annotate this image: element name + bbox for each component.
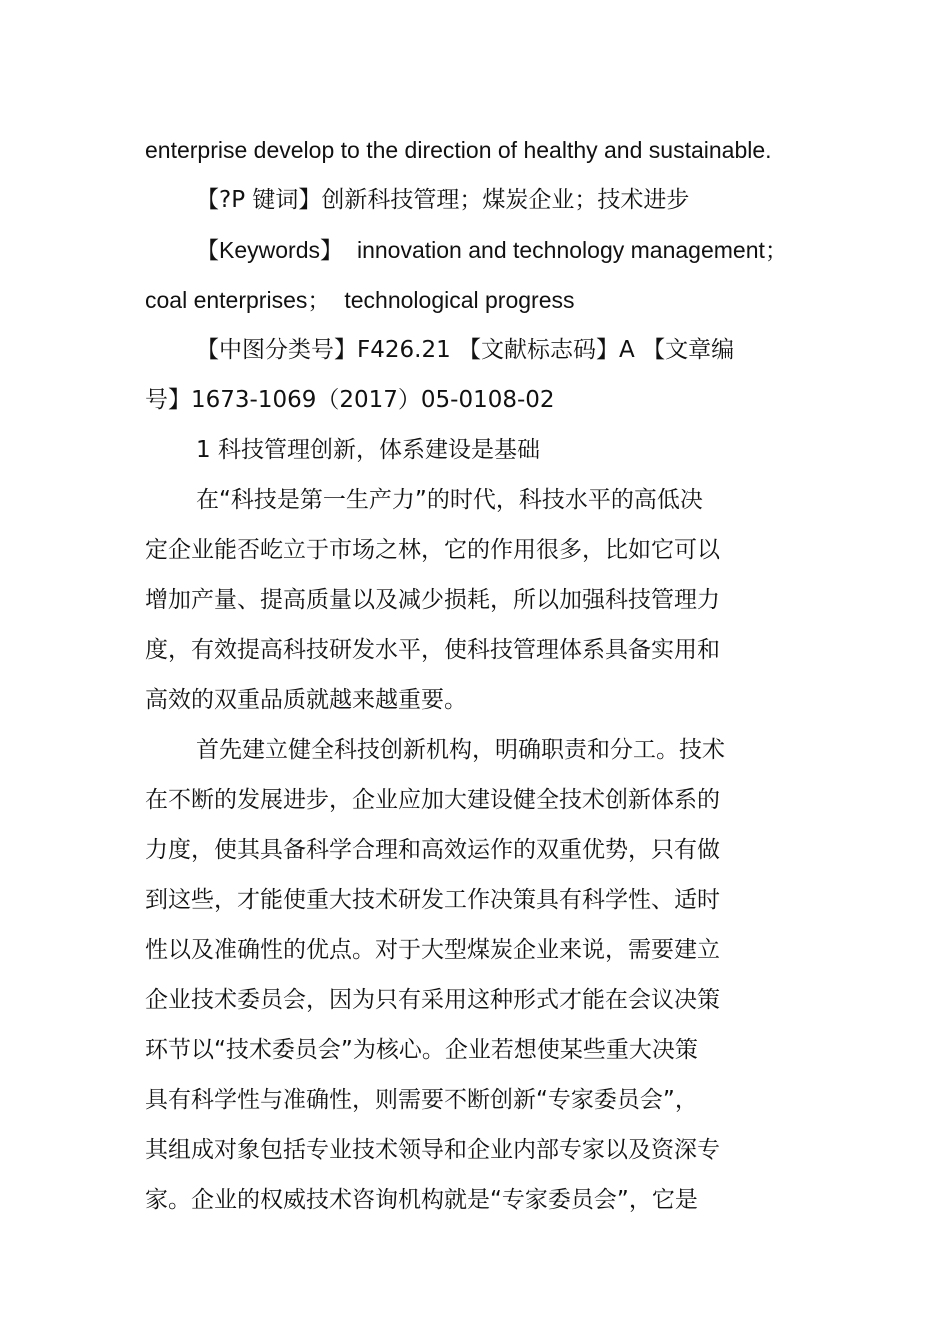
- classification-line-1: [196, 335, 796, 365]
- paragraph-2-line-1: 首先建立健全科技创新机构，明确职责和分工。技术: [196, 737, 725, 763]
- keywords-cn-label: 【?P 键词】: [196, 187, 322, 213]
- paragraph-1-line-3: 增加产量、提高质量以及减少损耗，所以加强科技管理力: [145, 587, 720, 613]
- paragraph-2-line-6: 企业技术委员会，因为只有采用这种形式才能在会议决策: [145, 987, 720, 1013]
- doc-code-label: 【文献标志码】: [458, 337, 620, 363]
- classification-line-2: [145, 385, 795, 415]
- section-heading: 1 科技管理创新，体系建设是基础: [196, 437, 540, 463]
- keywords-en-line-2: [145, 285, 795, 315]
- paragraph-1-line-4: 度，有效提高科技研发水平，使科技管理体系具备实用和: [145, 637, 720, 663]
- paragraph-2-line-7: 环节以“技术委员会”为核心。企业若想使某些重大决策: [145, 1037, 698, 1063]
- article-number-label-b: 号】: [145, 387, 191, 413]
- keywords-en-text-2a: coal enterprises；: [145, 287, 331, 313]
- paragraph-2-line-3: 力度，使其具备科学合理和高效运作的双重优势，只有做: [145, 837, 720, 863]
- keywords-en-text-1: innovation and technology management；: [356, 237, 788, 263]
- abstract-tail: enterprise develop to the direction of healthy and sustainable.: [145, 137, 772, 163]
- article-number-value: 1673-1069（2017）05-0108-02: [191, 387, 555, 413]
- paragraph-1-line-1: 在“科技是第一生产力”的时代，科技水平的高低决: [196, 487, 703, 513]
- keywords-en-text-2b: technological progress: [344, 287, 575, 313]
- keywords-cn-text: 创新科技管理；煤炭企业；技术进步: [321, 187, 690, 213]
- clc-label: 【中图分类号】: [196, 337, 357, 363]
- paragraph-1-line-5: 高效的双重品质就越来越重要。: [145, 687, 467, 713]
- clc-value: F426.21: [357, 337, 451, 363]
- paragraph-2-line-4: 到这些，才能使重大技术研发工作决策具有科学性、适时: [145, 887, 720, 913]
- paragraph-2-line-2: 在不断的发展进步，企业应加大建设健全技术创新体系的: [145, 787, 720, 813]
- paragraph-2-line-8: 具有科学性与准确性，则需要不断创新“专家委员会”，: [145, 1087, 698, 1113]
- paragraph-2-line-9: 其组成对象包括专业技术领导和企业内部专家以及资深专: [145, 1137, 720, 1163]
- keywords-en-label: 【Keywords】: [196, 237, 343, 263]
- paragraph-1-line-2: 定企业能否屹立于市场之林，它的作用很多，比如它可以: [145, 537, 720, 563]
- paragraph-2-line-10: 家。企业的权威技术咨询机构就是“专家委员会”，它是: [145, 1187, 698, 1213]
- article-number-label-a: 【文章编: [642, 337, 735, 363]
- doc-code-value: A: [619, 337, 635, 363]
- keywords-en-line-1: [196, 235, 796, 265]
- keywords-cn-line: [196, 185, 796, 215]
- paragraph-2-line-5: 性以及准确性的优点。对于大型煤炭企业来说，需要建立: [145, 937, 720, 963]
